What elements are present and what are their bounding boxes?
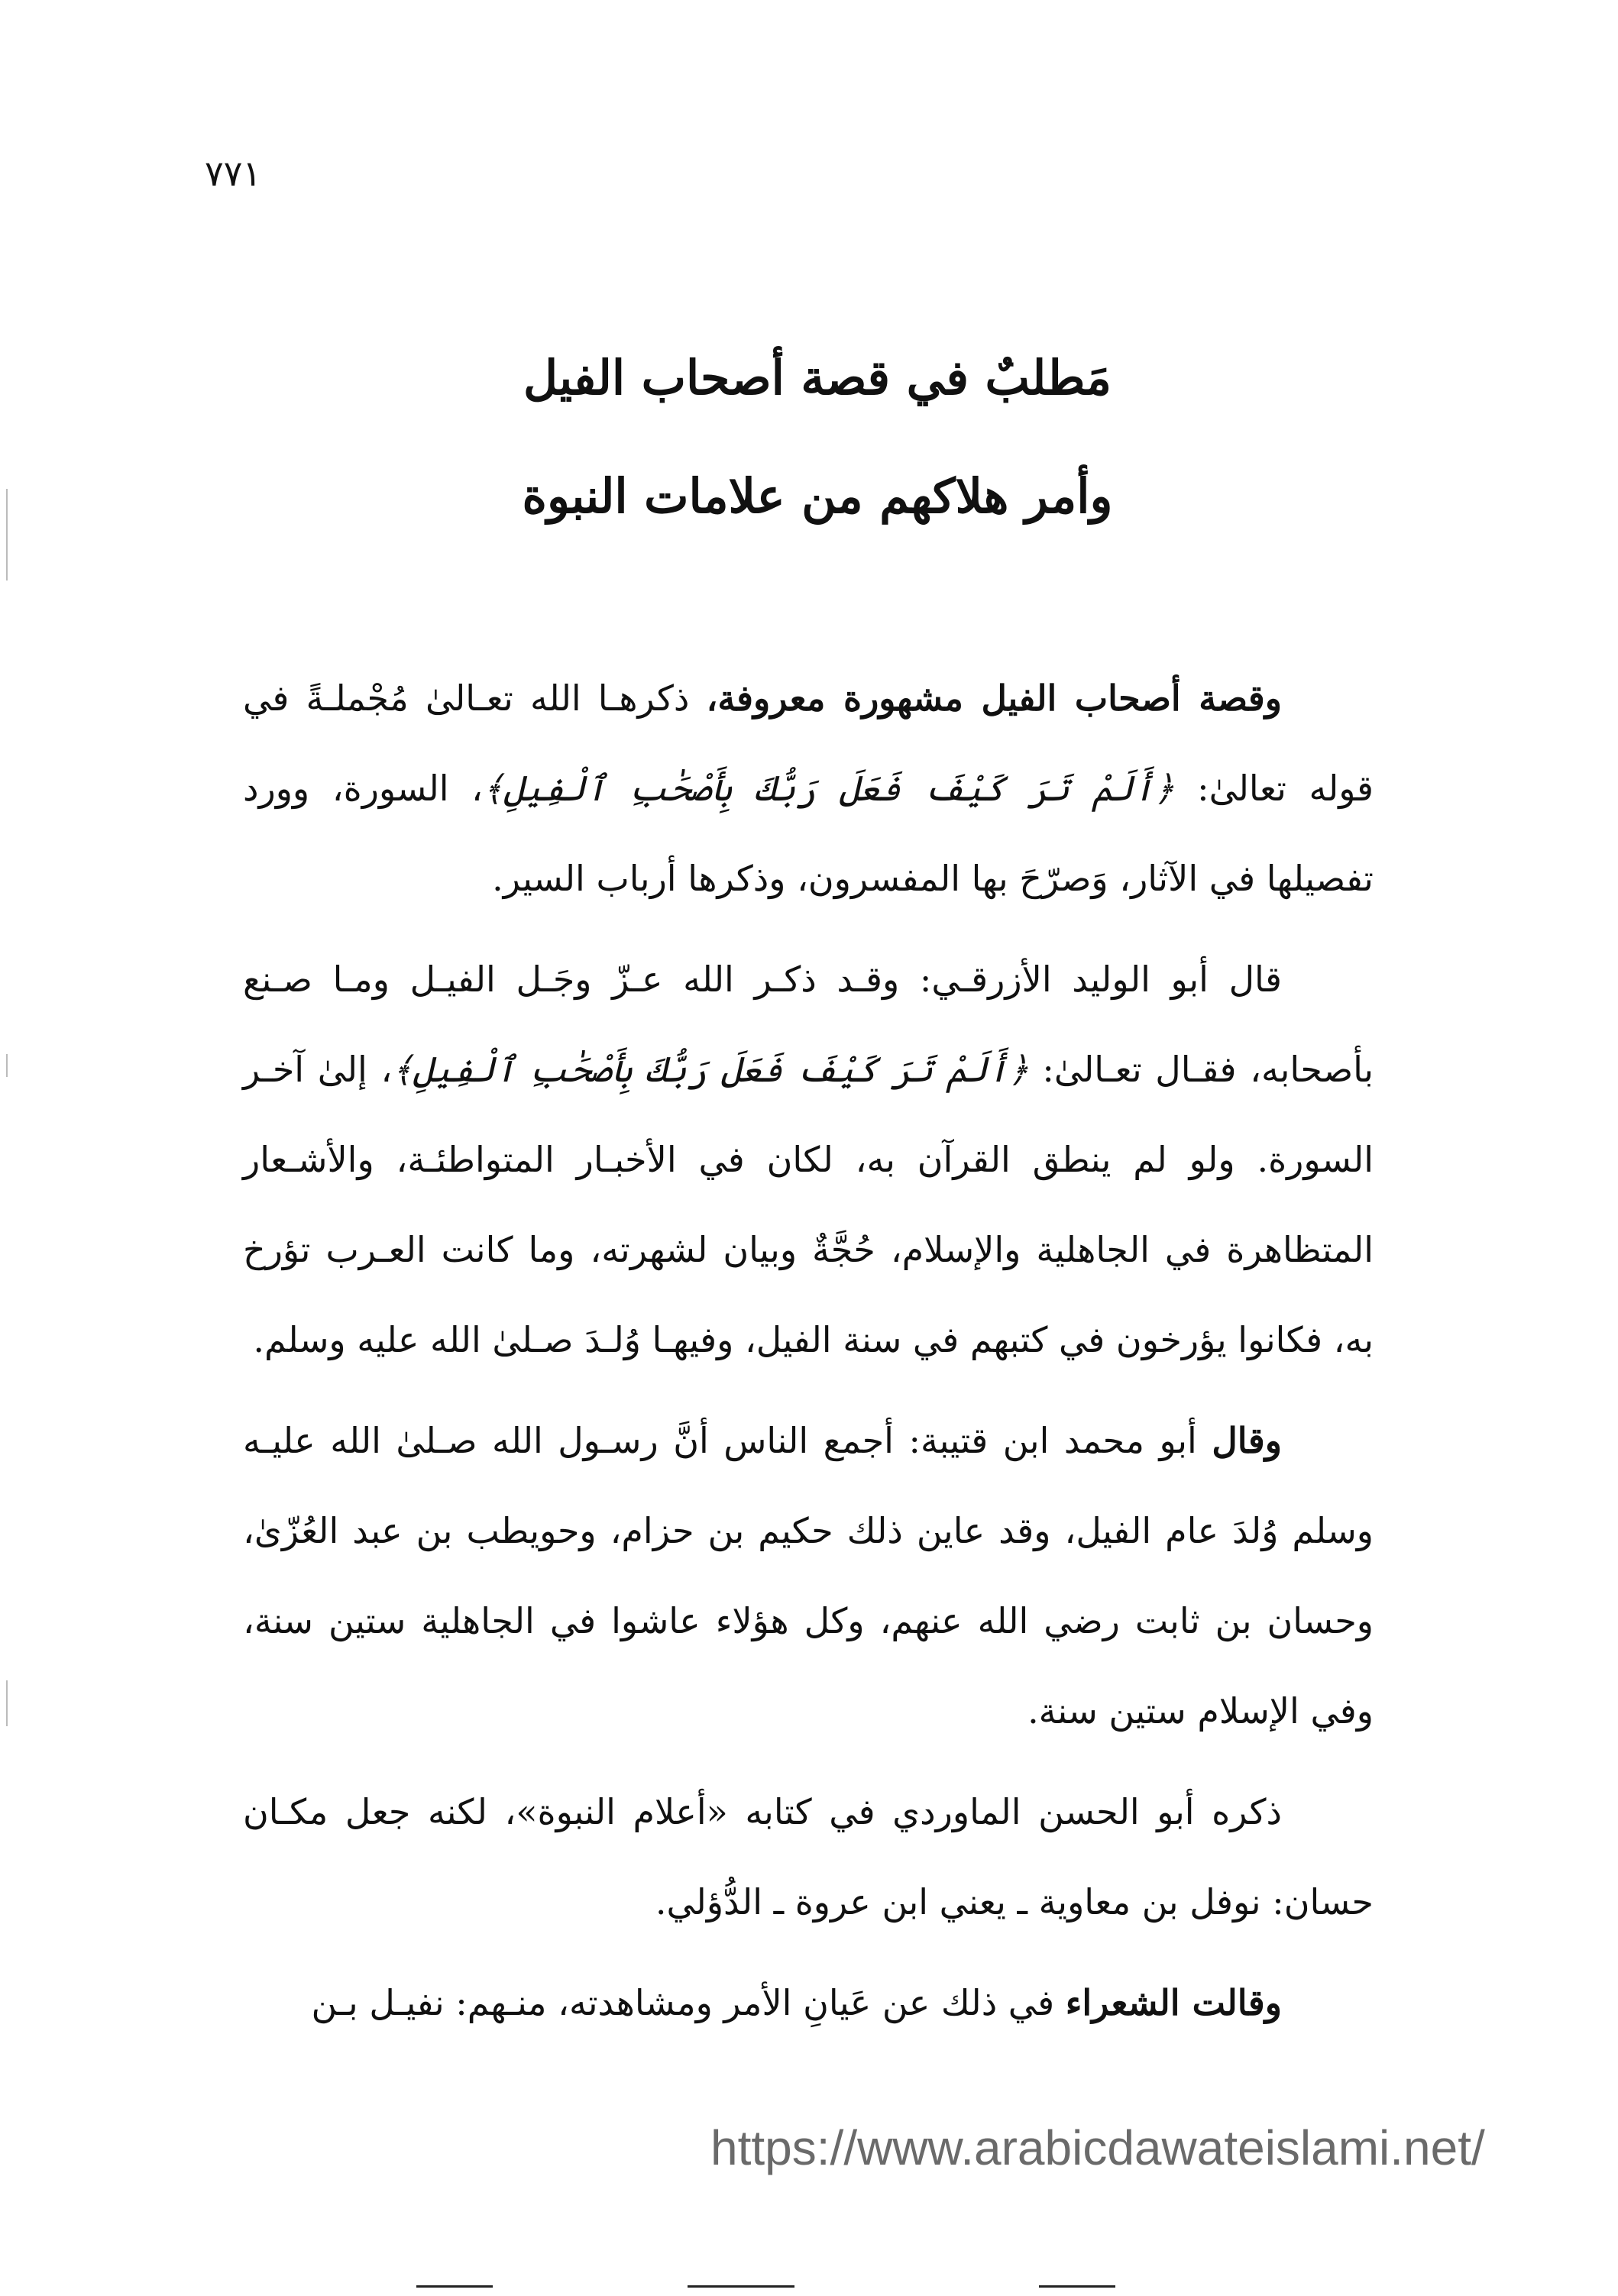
paragraph-text: ذكرهـا الله تعـالىٰ مُجْملـةً في قوله تعالىٰ: — [243, 677, 1374, 809]
paragraph — [243, 653, 1374, 923]
paragraph-text: ذكره أبو الحسن الماوردي في كتابه «أعلام النبوة»، لكنه جعل مكـان حسان: نوفل بن معاوية ـ يعني ابن عروة ـ الدُّؤلي. — [243, 1791, 1374, 1922]
paragraph — [243, 1395, 1374, 1756]
paragraph-text: أبو محمد ابن قتيبة: أجمع الناس أنَّ رسـول الله صـلىٰ الله عليـه وسلم وُلدَ عام الفيل، وقد عاين ذلك حكيم بن حزام، وحويطب بن عبد العُزّىٰ، وحسان بن ثابت رضي الله عنهم، وكل هؤلاء عاشوا في الجاهلية ستين سنة، وفي الإسلام ستين سنة. — [243, 1420, 1374, 1732]
paragraph-lead: وقالت الشعراء — [1065, 1982, 1282, 2023]
paragraph-text: ، السورة، وورد تفصيلها في الآثار، وَصرّحَ بها المفسرون، وذكرها أرباب السير. — [243, 768, 1374, 899]
scan-edge-rule — [688, 2285, 794, 2288]
quran-verse: ﴿أَلَمْ تَرَ كَيْفَ فَعَلَ رَبُّكَ بِأَصْحَٰبِ ٱلْفِيلِ﴾ — [482, 768, 1175, 809]
scan-margin-mark — [6, 1054, 8, 1077]
scan-margin-mark — [6, 489, 8, 580]
scan-edge-rule — [416, 2285, 493, 2288]
scan-edge-rule — [1039, 2285, 1115, 2288]
scan-margin-mark — [6, 1680, 8, 1726]
body-text — [243, 653, 1374, 2058]
paragraph-lead: وقال — [1212, 1420, 1282, 1461]
paragraph-text: قال أبو الوليد الأزرقـي: وقـد ذكـر الله عـزّ وجَـل الفيـل ومـا صـنع بأصحابه، فقـال تعـالىٰ: — [243, 959, 1374, 1090]
paragraph-text: ، إلىٰ آخـر السورة. ولو لم ينطق القرآن به، لكان في الأخبـار المتواطئـة، والأشـعار المتظاهرة في الجاهلية والإسلام، حُجَّةٌ وبيان لشهرته، وما كانت العـرب تؤرخ به، فكانوا يؤرخون في كتبهم في سنة الفيل، وفيهـا وُلـدَ صـلىٰ الله عليه وسلم. — [243, 1049, 1374, 1360]
page-number: ٧٧١ — [205, 153, 262, 194]
paragraph — [243, 1958, 1374, 2048]
paragraph-lead: وقصة أصحاب الفيل مشهورة معروفة، — [706, 677, 1282, 719]
paragraph — [243, 934, 1374, 1385]
section-subtitle: وأمر هلاكهم من علامات النبوة — [522, 468, 1113, 524]
paragraph — [243, 1767, 1374, 1947]
quran-verse: ﴿أَلَمْ تَرَ كَيْفَ فَعَلَ رَبُّكَ بِأَصْحَٰبِ ٱلْفِيلِ﴾ — [392, 1049, 1029, 1090]
paragraph-text: في ذلك عن عَيانِ الأمر ومشاهدته، منـهم: نفيـل بـن — [311, 1982, 1066, 2023]
section-title: مَطلبٌ في قصة أصحاب الفيل — [523, 350, 1112, 406]
source-url-watermark: https://www.arabicdawateislami.net/ — [710, 2120, 1485, 2175]
